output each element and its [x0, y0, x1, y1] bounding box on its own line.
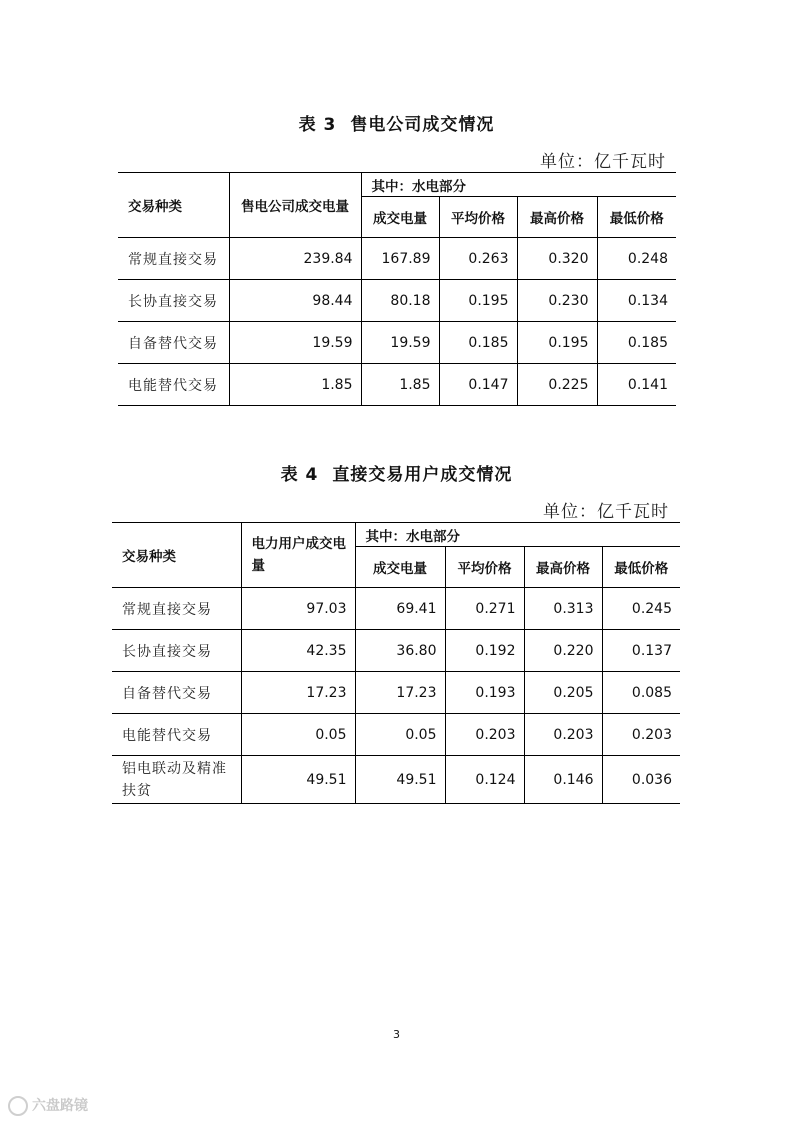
row-value: 0.185 — [597, 322, 676, 364]
table3-header-group: 其中：水电部分 — [361, 173, 676, 197]
table3-title-text: 售电公司成交情况 — [350, 115, 495, 135]
row-value: 0.193 — [445, 672, 524, 714]
table3-title-number: 表 3 — [298, 115, 337, 135]
row-value: 0.036 — [602, 756, 680, 804]
row-main-value: 98.44 — [229, 280, 361, 322]
row-value: 0.225 — [517, 364, 597, 406]
row-main-value: 49.51 — [241, 756, 355, 804]
table4-unit: 单位：亿千瓦时 — [543, 502, 669, 522]
table3-title — [0, 110, 793, 135]
table3-header-main: 售电公司成交电量 — [229, 173, 361, 238]
row-value: 0.271 — [445, 588, 524, 630]
table-row — [118, 238, 676, 280]
row-value: 0.248 — [597, 238, 676, 280]
watermark — [8, 1095, 88, 1116]
row-value: 0.203 — [602, 714, 680, 756]
row-value: 0.185 — [439, 322, 517, 364]
table-row — [118, 322, 676, 364]
row-value: 49.51 — [355, 756, 445, 804]
row-value: 36.80 — [355, 630, 445, 672]
row-main-value: 97.03 — [241, 588, 355, 630]
watermark-logo-icon — [8, 1096, 28, 1116]
table3-header-sub: 成交电量 — [361, 197, 439, 238]
row-type: 电能替代交易 — [118, 364, 229, 406]
row-value: 19.59 — [361, 322, 439, 364]
row-value: 69.41 — [355, 588, 445, 630]
table4-title-number: 表 4 — [280, 465, 319, 485]
row-main-value: 0.05 — [241, 714, 355, 756]
table4-header-sub: 最高价格 — [524, 547, 602, 588]
table4-title-text: 直接交易用户成交情况 — [332, 465, 513, 485]
table3-header-sub: 最低价格 — [597, 197, 676, 238]
row-value: 0.124 — [445, 756, 524, 804]
row-value: 0.320 — [517, 238, 597, 280]
row-value: 0.147 — [439, 364, 517, 406]
row-value: 0.203 — [445, 714, 524, 756]
table-row — [112, 672, 680, 714]
row-main-value: 42.35 — [241, 630, 355, 672]
row-value: 0.137 — [602, 630, 680, 672]
row-type: 自备替代交易 — [112, 672, 241, 714]
row-value: 0.313 — [524, 588, 602, 630]
row-type: 长协直接交易 — [118, 280, 229, 322]
table3-header-sub: 平均价格 — [439, 197, 517, 238]
row-main-value: 19.59 — [229, 322, 361, 364]
row-value: 167.89 — [361, 238, 439, 280]
table3-header-sub: 最高价格 — [517, 197, 597, 238]
row-value: 0.192 — [445, 630, 524, 672]
table-row — [112, 714, 680, 756]
row-value: 0.220 — [524, 630, 602, 672]
table4-header-sub: 平均价格 — [445, 547, 524, 588]
table-row — [112, 756, 680, 804]
row-value: 0.085 — [602, 672, 680, 714]
row-main-value: 17.23 — [241, 672, 355, 714]
row-value: 0.230 — [517, 280, 597, 322]
row-value: 0.245 — [602, 588, 680, 630]
row-value: 0.134 — [597, 280, 676, 322]
table-row — [112, 630, 680, 672]
row-type: 长协直接交易 — [112, 630, 241, 672]
table4-header-type: 交易种类 — [112, 523, 241, 588]
table4 — [112, 522, 680, 804]
table3-unit: 单位：亿千瓦时 — [540, 152, 666, 172]
row-type: 铝电联动及精准扶贫 — [112, 756, 241, 804]
row-value: 0.263 — [439, 238, 517, 280]
table-row — [118, 280, 676, 322]
row-value: 0.141 — [597, 364, 676, 406]
watermark-text: 六盘路镜 — [32, 1098, 88, 1114]
row-value: 0.195 — [517, 322, 597, 364]
row-value: 0.05 — [355, 714, 445, 756]
table4-header-main: 电力用户成交电量 — [241, 523, 355, 588]
row-type: 常规直接交易 — [118, 238, 229, 280]
table4-header-sub: 最低价格 — [602, 547, 680, 588]
row-value: 0.205 — [524, 672, 602, 714]
row-value: 1.85 — [361, 364, 439, 406]
row-main-value: 239.84 — [229, 238, 361, 280]
row-value: 0.146 — [524, 756, 602, 804]
table-row — [118, 364, 676, 406]
table4-title — [0, 460, 793, 485]
row-type: 电能替代交易 — [112, 714, 241, 756]
row-value: 17.23 — [355, 672, 445, 714]
table3-header-type: 交易种类 — [118, 173, 229, 238]
row-value: 80.18 — [361, 280, 439, 322]
row-type: 自备替代交易 — [118, 322, 229, 364]
table4-header-sub: 成交电量 — [355, 547, 445, 588]
table3 — [118, 172, 676, 406]
row-value: 0.195 — [439, 280, 517, 322]
table4-header-group: 其中：水电部分 — [355, 523, 680, 547]
row-value: 0.203 — [524, 714, 602, 756]
row-main-value: 1.85 — [229, 364, 361, 406]
table-row — [112, 588, 680, 630]
row-type: 常规直接交易 — [112, 588, 241, 630]
page-number: 3 — [393, 1028, 400, 1041]
